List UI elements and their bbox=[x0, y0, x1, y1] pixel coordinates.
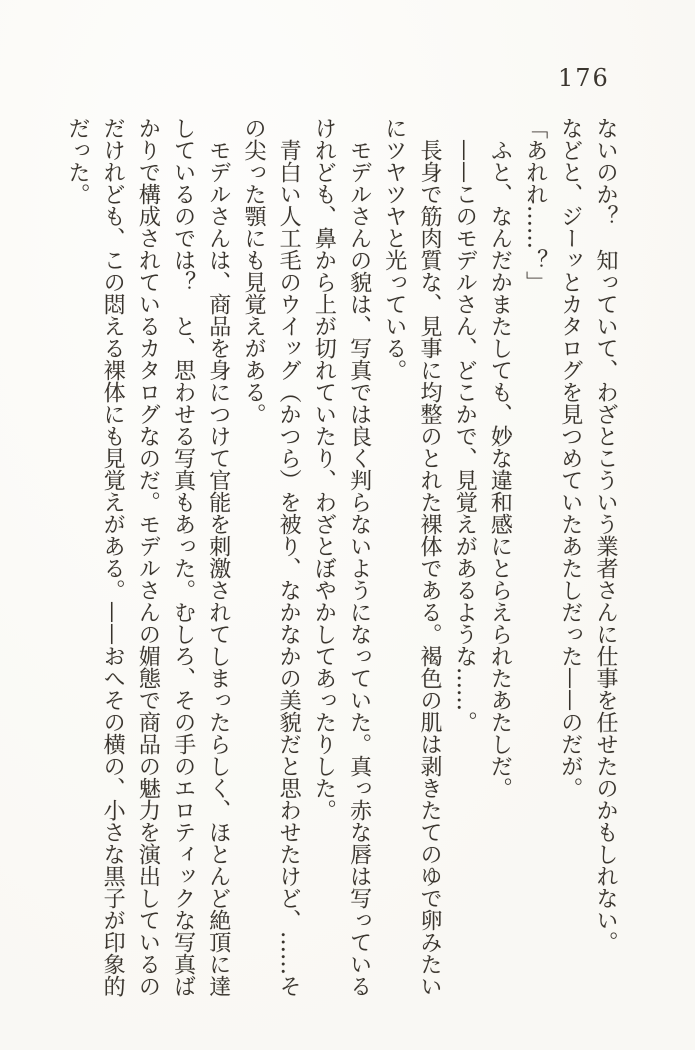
paragraph-3-dialogue: 「あれれ……？」 bbox=[522, 117, 548, 293]
page-number: 176 bbox=[558, 64, 610, 92]
paragraph-9: モデルさんは、商品を身につけて官能を刺激されてしまったらしく、ほとんど絶頂に達しているのでは？ と、思わせる写真もあった。むしろ、その手のエロティックな写真ばかりで構成されているカタログなのだ。モデルさんの媚態で商品の魅力を演出しているのだけれども、この悶える裸体にも見覚えがある。——おへその横の、小さな黒子が印象的だった。 bbox=[64, 117, 231, 997]
body-text-block bbox=[60, 117, 623, 1003]
paragraph-4: ふと、なんだかまたしても、妙な違和感にとらえられたあたしだ。 bbox=[487, 139, 513, 799]
paragraph-6: 長身で筋肉質な、見事に均整のとれた裸体である。褐色の肌は剥きたてのゆで卵みたいにツヤツヤと光っている。 bbox=[381, 117, 442, 997]
paragraph-5: ——このモデルさん、どこかで、見覚えがあるような……。 bbox=[452, 139, 478, 733]
paragraph-7: モデルさんの貌は、写真では良く判らないようになっていた。真っ赤な唇は写っているけれども、鼻から上が切れていたり、わざとぼやかしてあったりした。 bbox=[311, 117, 372, 997]
paragraph-8: 青白い人工毛のウイッグ（かつら）を被り、なかなかの美貌だと思わせたけど、……その尖った顎にも見覚えがある。 bbox=[240, 117, 302, 997]
paragraph-1: ないのか？ 知っていて、わざとこういう業者さんに仕事を任せたのかもしれない。 bbox=[593, 117, 618, 953]
paragraph-2: などと、ジーッとカタログを見つめていたあたしだった——のだが。 bbox=[557, 117, 583, 799]
